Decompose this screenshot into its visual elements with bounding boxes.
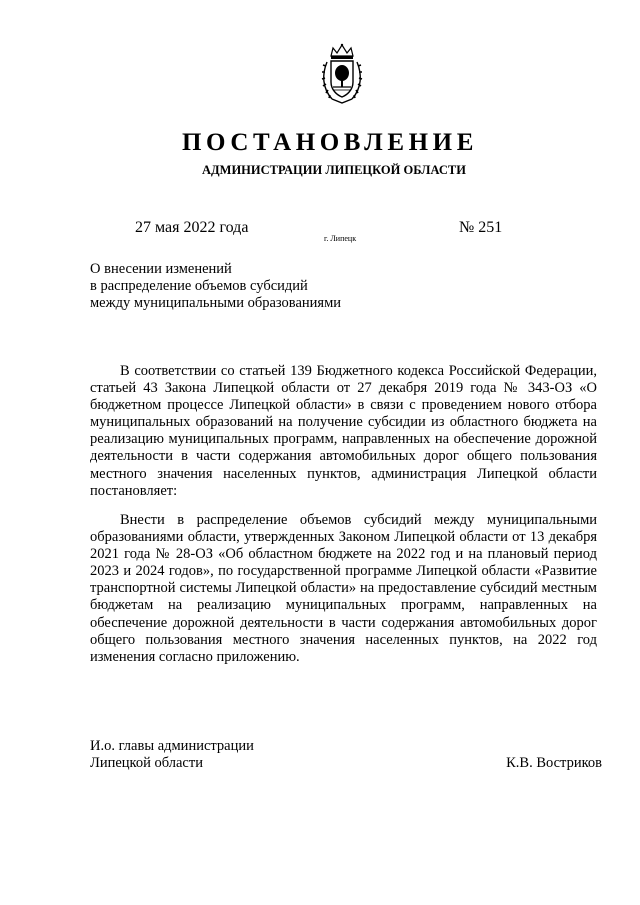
subject-line: в распределение объемов субсидий bbox=[90, 278, 308, 294]
document-number: № 251 bbox=[459, 219, 503, 236]
document-title: ПОСТАНОВЛЕНИЕ bbox=[181, 129, 479, 156]
signatory-position bbox=[90, 738, 254, 772]
resolution-paragraph: Внести в распределение объемов субсидий между муниципальными образованиями области, утвержденных Законом Липецкой области от 13 декабря 2021 года № 28-ОЗ «Об областном бюджете на 2022 год и на плановый период 2023 и 2024 годов», по государственной программе Липецкой области «Развитие транспортной системы Липецкой области» на предоставление субсидий местным бюджетам на реализацию муниципальных программ, направленных на обеспечение дорожной деятельности в части содержания автомобильных дорог общего пользования местного значения населенных пунктов, на 2022 год изменения согласно приложению. bbox=[90, 512, 597, 665]
document-subject bbox=[90, 261, 410, 312]
coat-of-arms-icon bbox=[318, 42, 366, 106]
issuing-authority: АДМИНИСТРАЦИИ ЛИПЕЦКОЙ ОБЛАСТИ bbox=[202, 163, 466, 177]
position-line: Липецкой области bbox=[90, 755, 203, 771]
subject-line: между муниципальными образованиями bbox=[90, 295, 342, 311]
coat-of-arms-emblem bbox=[318, 42, 366, 106]
signatory-name: К.В. Востриков bbox=[506, 755, 602, 771]
document-date: 27 мая 2022 года bbox=[135, 219, 249, 236]
preamble-paragraph: В соответствии со статьей 139 Бюджетного кодекса Российской Федерации, статьей 43 Закона Липецкой области от 27 декабря 2019 года № 343-ОЗ «О бюджетном процессе Липецкой области» в связи с проведением нового отбора муниципальных образований на получение субсидии из областного бюджета на реализацию муниципальных программ, направленных на обеспечение дорожной деятельности в части содержания автомобильных дорог общего пользования местного значения населенных пунктов, администрация Липецкой области постановляет: bbox=[90, 363, 597, 499]
position-line: И.о. главы администрации bbox=[90, 738, 254, 754]
document-city: г. Липецк bbox=[324, 234, 357, 243]
subject-line: О внесении изменений bbox=[90, 261, 232, 277]
